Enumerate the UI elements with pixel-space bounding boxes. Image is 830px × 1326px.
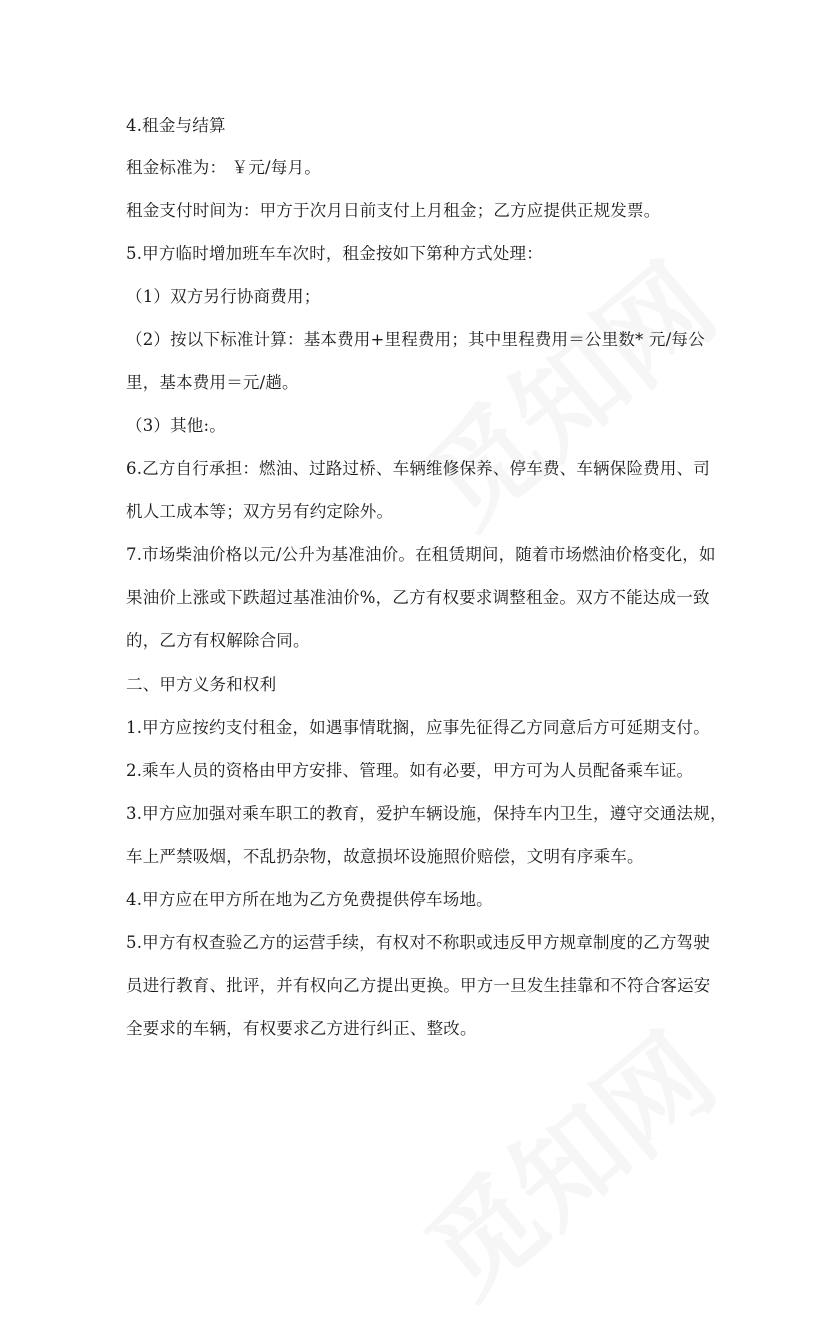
list-item: （2）按以下标准计算：基本费用+里程费用；其中里程费用＝公里数* 元/每公 (126, 330, 705, 349)
paragraph-line: 全要求的车辆，有权要求乙方进行纠正、整改。 (126, 1019, 477, 1038)
paragraph-line: 果油价上涨或下跌超过基准油价%，乙方有权要求调整租金。双方不能达成一致 (126, 588, 710, 607)
list-item: （3）其他:。 (126, 416, 226, 435)
paragraph-line: 7.市场柴油价格以元/公升为基准油价。在租赁期间，随着市场燃油价格变化，如 (126, 545, 716, 564)
paragraph-line: 5.甲方临时增加班车车次时，租金按如下第种方式处理： (126, 244, 543, 263)
paragraph-line: 2.乘车人员的资格由甲方安排、管理。如有必要，甲方可为人员配备乘车证。 (126, 761, 694, 780)
paragraph-line: 租金支付时间为：甲方于次月日前支付上月租金；乙方应提供正规发票。 (126, 201, 661, 220)
watermark-top (388, 222, 742, 555)
paragraph-line: 6.乙方自行承担：燃油、过路过桥、车辆维修保养、停车费、车辆保险费用、司 (126, 459, 710, 478)
paragraph-line: 5.甲方有权查验乙方的运营手续，有权对不称职或违反甲方规章制度的乙方驾驶 (126, 933, 710, 952)
section-heading-rent: 4.租金与结算 (126, 116, 226, 135)
paragraph-line: 租金标准为： ￥元/每月。 (126, 158, 321, 177)
watermark-bottom (388, 992, 742, 1325)
paragraph-line: 4.甲方应在甲方所在地为乙方免费提供停车场地。 (126, 890, 493, 909)
paragraph-line: 的，乙方有权解除合同。 (126, 631, 310, 650)
list-item: （1）双方另行协商费用； (126, 287, 321, 306)
paragraph-line: 1.甲方应按约支付租金，如遇事情耽搁，应事先征得乙方同意后方可延期支付。 (126, 718, 710, 737)
paragraph-line: 3.甲方应加强对乘车职工的教育，爱护车辆设施，保持车内卫生，遵守交通法规， (126, 804, 727, 823)
paragraph-line: 机人工成本等；双方另有约定除外。 (126, 502, 394, 521)
paragraph-line: 里，基本费用＝元/趟。 (126, 373, 299, 392)
paragraph-line: 员进行教育、批评，并有权向乙方提出更换。甲方一旦发生挂靠和不符合客运安 (126, 976, 711, 995)
section-heading-party-a: 二、甲方义务和权利 (126, 675, 277, 694)
paragraph-line: 车上严禁吸烟，不乱扔杂物，故意损坏设施照价赔偿，文明有序乘车。 (126, 847, 644, 866)
